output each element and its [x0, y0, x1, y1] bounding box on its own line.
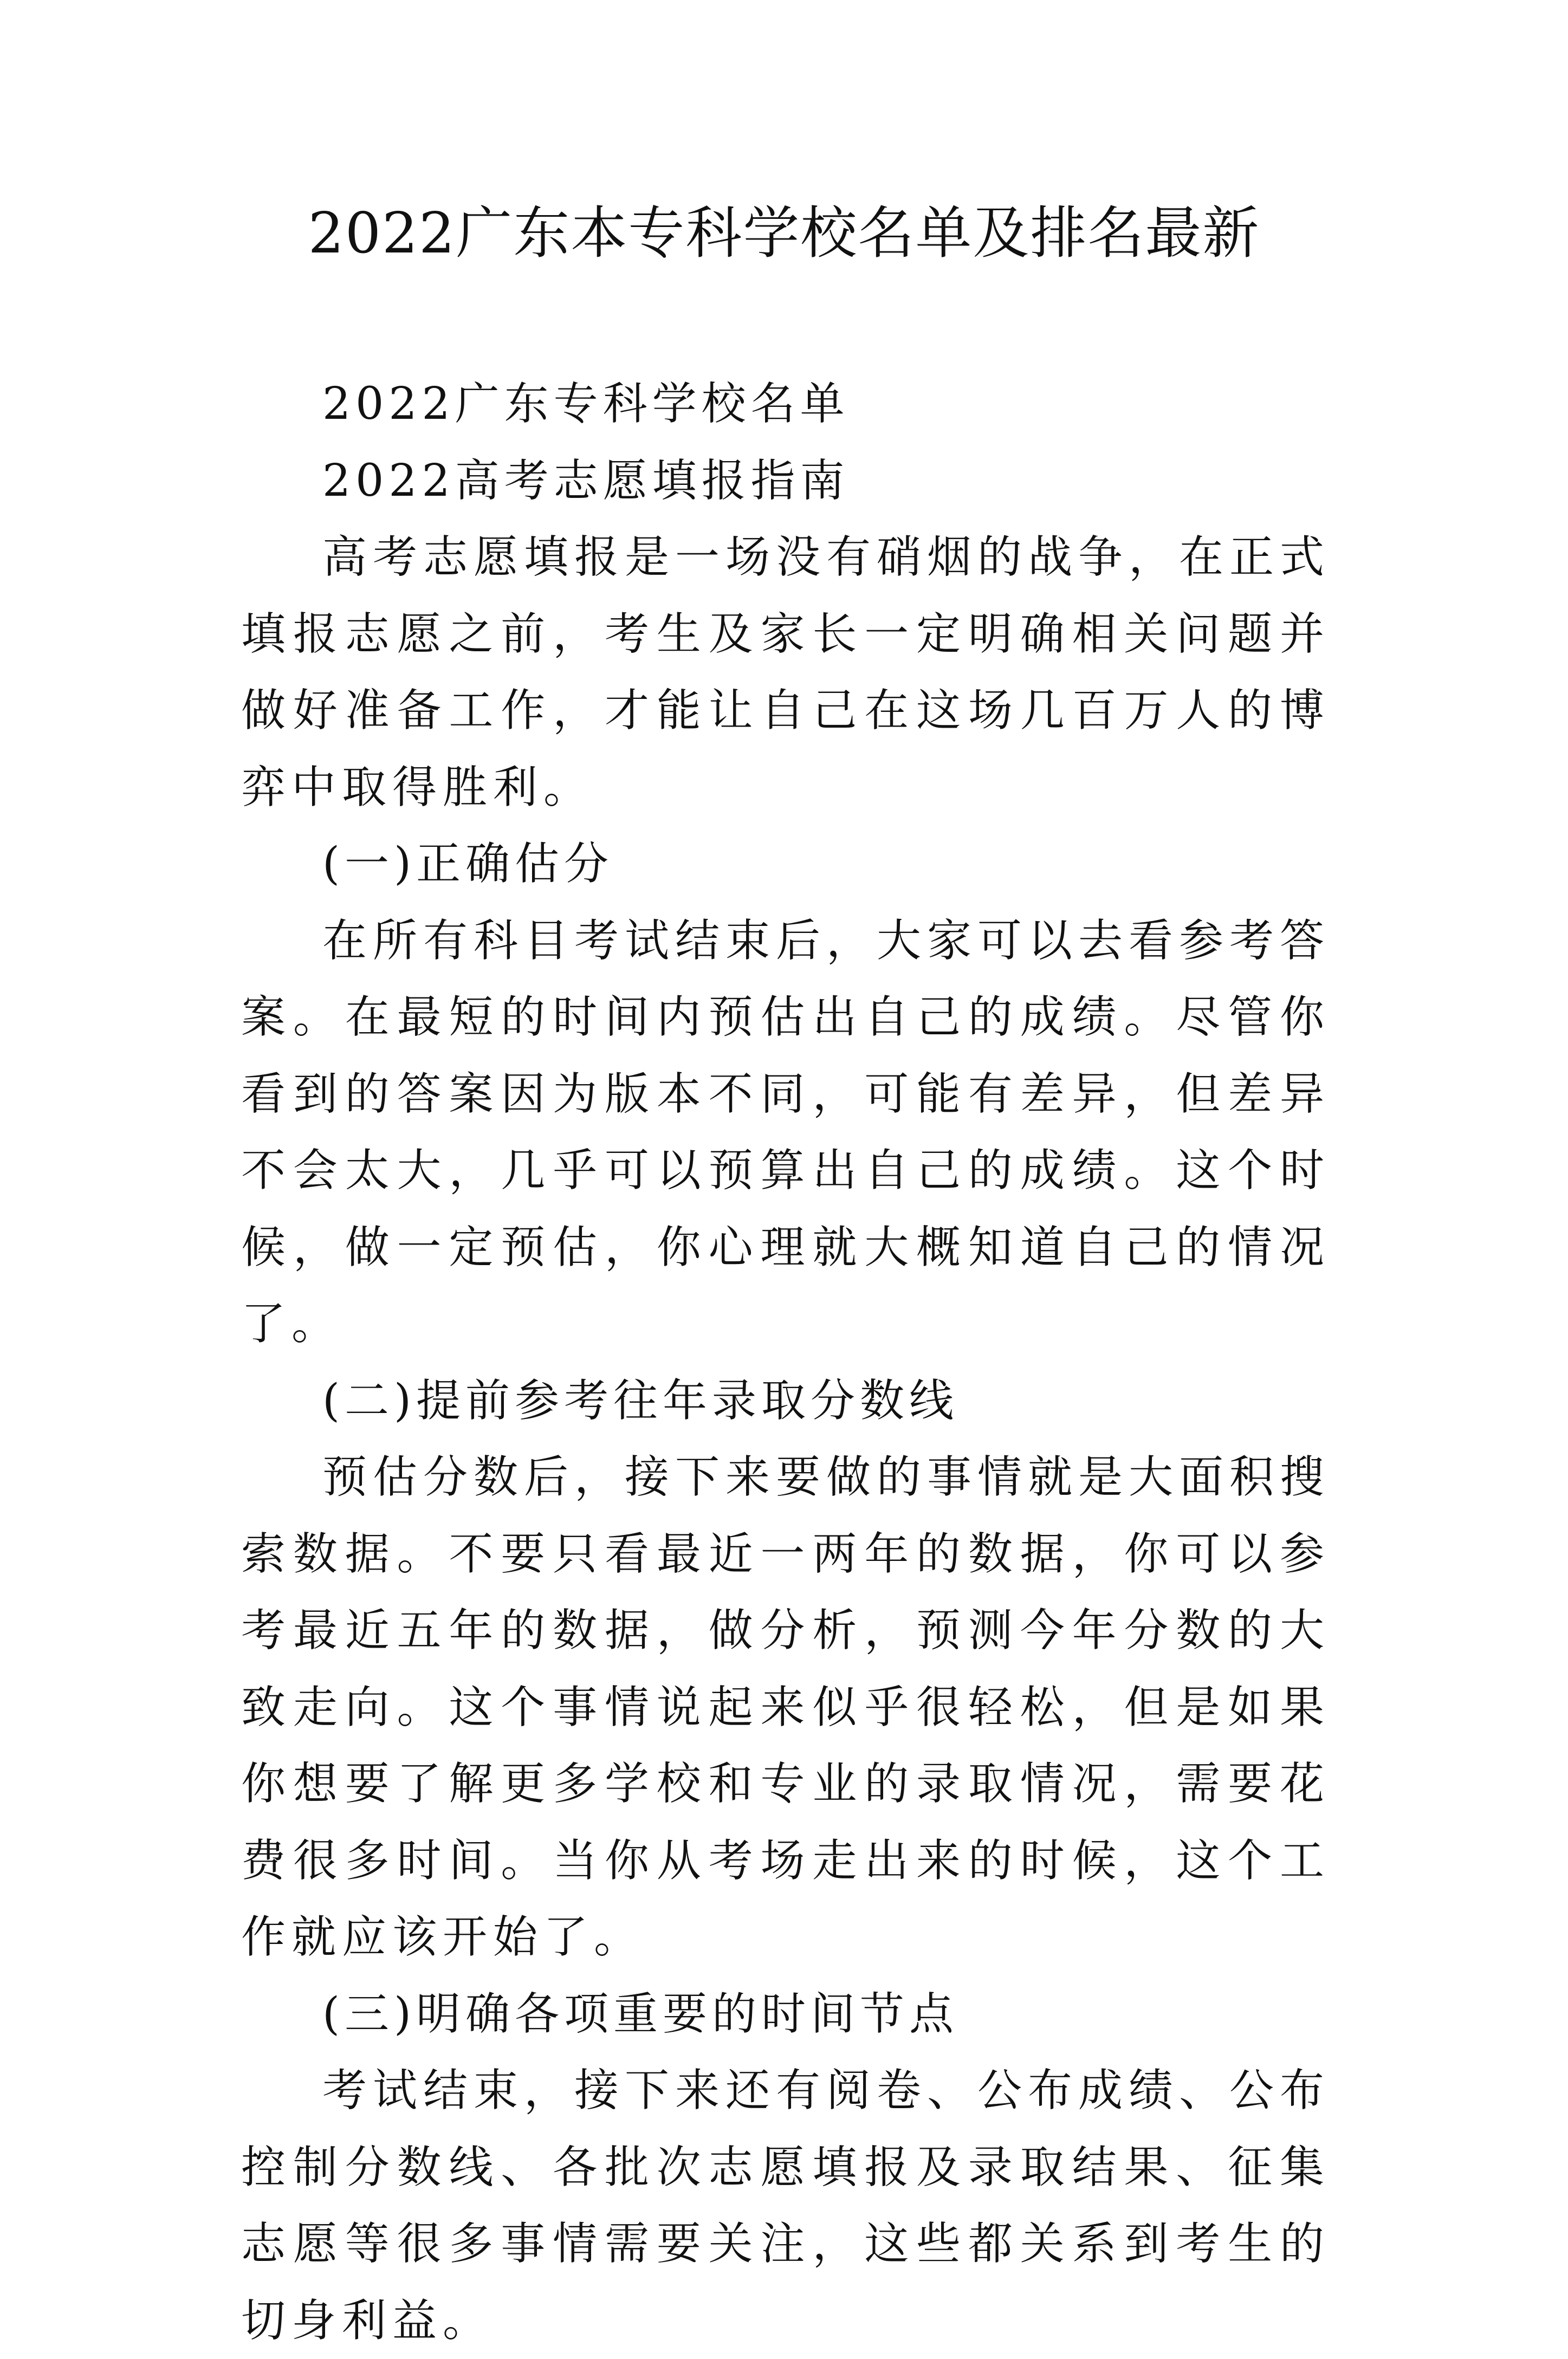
section-heading-1: (一)正确估分 [322, 838, 613, 890]
section-heading-2: (二)提前参考往年录取分数线 [322, 1375, 958, 1427]
section-heading-3: (三)明确各项重要的时间节点 [322, 1988, 958, 2040]
paragraph-section-2: 预估分数后，接下来要做的事情就是大面积搜索数据。不要只看最近一两年的数据，你可以参考最近五年的数据，做分析，预测今年分数的大致走向。这个事情说起来似乎很轻松，但是如果你想要了解更多学校和专业的录取情况，需要花费很多时间。当你从考场走出来的时候，这个工作就应该开始了。 [241, 1451, 1331, 1963]
paragraph-section-1: 在所有科目考试结束后，大家可以去看参考答案。在最短的时间内预估出自己的成绩。尽管你看到的答案因为版本不同，可能有差异，但差异不会太大，几乎可以预算出自己的成绩。这个时候，做一定预估，你心理就大概知道自己的情况了。 [241, 915, 1331, 1350]
paragraph-section-3: 考试结束，接下来还有阅卷、公布成绩、公布控制分数线、各批次志愿填报及录取结果、征集志愿等很多事情需要关注，这些都关系到考生的切身利益。 [241, 2065, 1331, 2347]
subtitle-school-list: 2022广东专科学校名单 [322, 378, 850, 430]
document-body [241, 366, 1330, 2359]
paragraph-intro: 高考志愿填报是一场没有硝烟的战争，在正式填报志愿之前，考生及家长一定明确相关问题并做好准备工作，才能让自己在这场几百万人的博弈中取得胜利。 [241, 532, 1331, 813]
subtitle-guide: 2022高考志愿填报指南 [322, 455, 850, 507]
document-title: 2022广东本专科学校名单及排名最新 [308, 200, 1260, 266]
